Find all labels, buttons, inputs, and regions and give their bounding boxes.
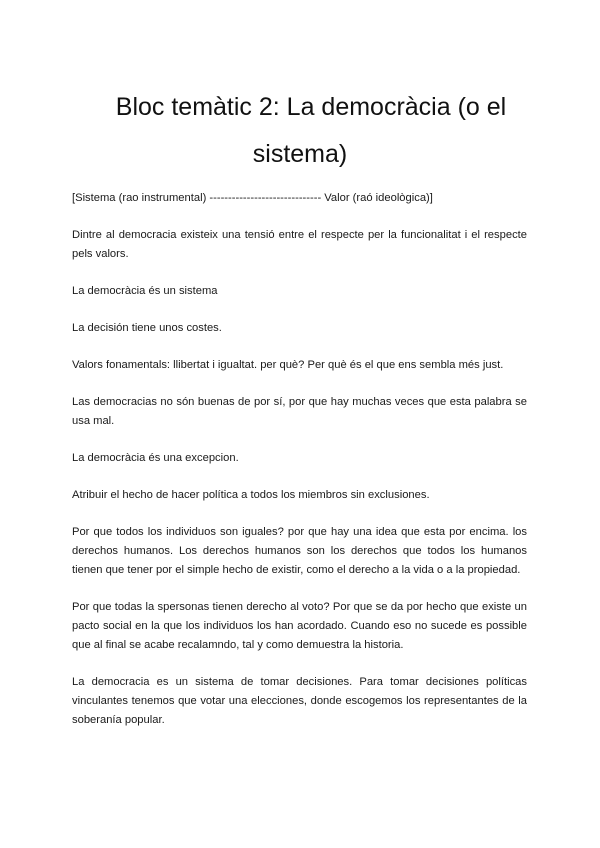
paragraph-human-rights: Por que todos los individuos son iguales? por que hay una idea que esta por encima. los derechos humanos. Los derechos humanos son los derechos que todos los humanos tienen que tener por el simple hecho de existir, como el derecho a la vida o a la propiedad. [72,526,527,576]
paragraph-democracy-system: La democràcia és un sistema [72,285,218,297]
paragraph-right-to-vote: Por que todas la spersonas tienen derecho al voto? Por que se da por hecho que existe un pacto social en la que los individuos los han acordado. Cuando eso no sucede es possible que al final se acabe recalamndo, tal y como demuestra la historia. [72,601,527,651]
paragraph-attribute-politics: Atribuir el hecho de hacer política a todos los miembros sin exclusiones. [72,489,430,501]
paragraph-system-vs-value: [Sistema (rao instrumental) ------------------------------ Valor (raó ideològica)] [72,192,433,204]
paragraph-decision-system: La democracia es un sistema de tomar decisiones. Para tomar decisiones políticas vinculantes tenemos que votar una elecciones, donde escogemos los representantes de la soberanía popular. [72,676,527,726]
paragraph-democracies-not-good: Las democracias no són buenas de por sí, por que hay muchas veces que esta palabra se usa mal. [72,396,527,427]
document-title: Bloc temàtic 2: La democràcia (o el sistema) [115,93,507,168]
paragraph-tension: Dintre al democracia existeix una tensió entre el respecte per la funcionalitat i el respecte pels valors. [72,229,527,260]
paragraph-exception: La democràcia és una excepcion. [72,452,239,464]
document-body [72,189,527,748]
paragraph-fundamental-values: Valors fonamentals: llibertat i igualtat. per què? Per què és el que ens sembla més just. [72,359,504,371]
paragraph-decision-costs: La decisión tiene unos costes. [72,322,222,334]
